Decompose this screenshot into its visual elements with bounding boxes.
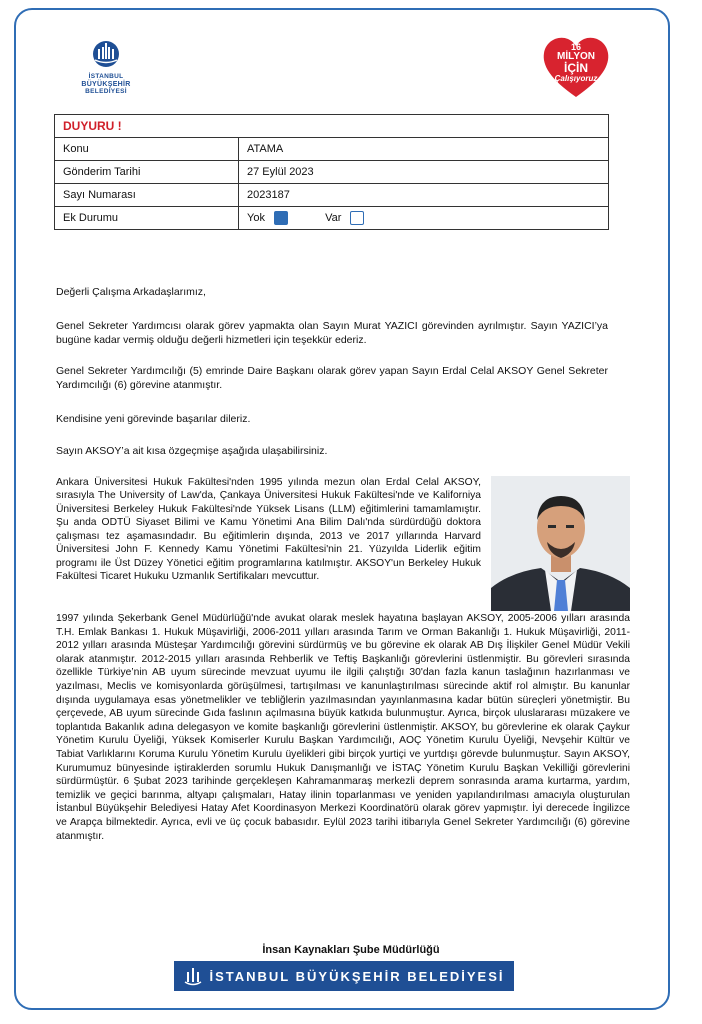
logo-line-1: İSTANBUL bbox=[88, 73, 124, 80]
badge-line-4: Çalışıyoruz bbox=[554, 74, 598, 83]
table-row bbox=[55, 184, 609, 207]
portrait-photo bbox=[491, 476, 630, 611]
table-row bbox=[55, 207, 609, 230]
row-key-subject: Konu bbox=[55, 138, 239, 161]
announcement-title: DUYURU ! bbox=[63, 119, 122, 133]
table-row bbox=[55, 161, 609, 184]
badge-line-2: MİLYON bbox=[557, 51, 595, 62]
ibb-emblem-icon bbox=[89, 38, 123, 68]
row-value-date: 27 Eylül 2023 bbox=[239, 161, 609, 184]
footer-banner bbox=[174, 961, 514, 991]
badge-line-1: 16 bbox=[570, 42, 581, 52]
attachment-yes-label: Var bbox=[325, 211, 342, 224]
greeting: Değerli Çalışma Arkadaşlarımız, bbox=[56, 286, 206, 298]
paragraph-cv-intro: Sayın AKSOY’a ait kısa özgeçmişe aşağıda ulaşabilirsiniz. bbox=[56, 445, 328, 457]
badge-line-3: İÇİN bbox=[564, 61, 588, 75]
row-value-attachment bbox=[239, 207, 609, 230]
row-key-attachment: Ek Durumu bbox=[55, 207, 239, 230]
row-value-number: 2023187 bbox=[239, 184, 609, 207]
paragraph-wishes: Kendisine yeni görevinde başarılar dileriz. bbox=[56, 413, 251, 425]
table-row bbox=[55, 138, 609, 161]
paragraph-appointment: Genel Sekreter Yardımcılığı (5) emrinde Daire Başkanı olarak görev yapan Sayın Erdal Celal AKSOY Genel Sekreter Yardımcılığı (6) görevine atanmıştır. bbox=[56, 365, 608, 391]
sixteen-million-badge bbox=[540, 33, 612, 101]
row-value-subject: ATAMA bbox=[239, 138, 609, 161]
ibb-emblem-icon bbox=[184, 966, 202, 986]
announcement-title-cell bbox=[55, 115, 609, 138]
paragraph-resignation: Genel Sekreter Yardımcısı olarak görev yapmakta olan Sayın Murat YAZICI görevinden ayrılmıştır. Sayın YAZICI’ya bugüne kadar vermiş olduğu değerli hizmetleri için teşekkür ederiz. bbox=[56, 320, 608, 346]
announcement-table bbox=[54, 114, 609, 230]
bio-education: Ankara Üniversitesi Hukuk Fakültesi'nden 1995 yılında mezun olan Erdal Celal AKSOY, sırasıyla The University of Law'da, Çankaya Üniversitesi Hukuk Fakültesi'nde ve Kaliforniya Üniversitesi Berkeley Hukuk Fakültesi'nde Yüksek Lisans (LLM) eğitimlerini tamamlamıştır. Şu anda ODTÜ Siyaset Bilimi ve Kamu Yönetimi Ana Bilim Dalı'nda sürdürdüğü doktora çalışması tez aşamasındadır. Bu eğitimlerin dışında, 2013 ve 2017 yıllarında Harvard Üniversitesi John F. Kennedy Kamu Yönetimi Fakültesi'nin 21. Yüzyılda Liderlik eğitim programı ile Üst Düzey Yönetici eğitim programlarına katılmıştır. AKSOY'un Berkeley Hukuk Fakültesi Ticaret Hukuku Uzmanlık Sertifikaları mevcuttur. bbox=[56, 477, 481, 583]
department-name: İnsan Kaynakları Şube Müdürlüğü bbox=[262, 944, 440, 956]
attachment-no-checkbox[interactable] bbox=[274, 211, 288, 225]
footer-org-name: İSTANBUL BÜYÜKŞEHİR BELEDİYESİ bbox=[209, 968, 505, 984]
bio-career: 1997 yılında Şekerbank Genel Müdürlüğü'nde avukat olarak meslek hayatına başlayan AKSOY, 2005-2006 yılları arasında T.H. Emlak Bankası 1. Hukuk Müşavirliği, 2006-2011 yılları arasında Tarım ve Orman Bakanlığı 1. Hukuk Müşavirliği, 2011-2012 yılları arasında Müsteşar Yardımcılığı görevini sürdürmüş ve bu görevine ek olarak AB Dış İlişkiler Genel Müdür Vekili olarak atanmıştır. 2012-2015 yılları arasında Rehberlik ve Teftiş Başkanlığı görevlerini üstlenmiştir. Bu görevleri sırasında özellikle Türkiye’nin AB uyum sürecinde mevzuat uyumu ile ilgili çalıştığı 30'dan fazla kanun taslağının hazırlanması ve yazılması, Meclis ve komisyonlarda görüşülmesi, tartışılması ve kanunlaştırılması sürecinde aktif rol almıştır. Bu kanunlar dışında uygulamaya esas yönetmelikler ve tebliğlerin yazılmasından yayınlanmasına kadar bütün süreçleri yönetmiştir. Bu çerçevede, AB uyum sürecinde Gıda faslının açılmasına büyük katkıda bulunmuştur. Ayrıca, birçok uluslararası müzakere ve toplantıda Bakanlık adına delegasyon ve komite başkanlığı görevlerini üstlenmiştir. AKSOY, bu görevlerine ek olarak Çaykur Yönetim Kurulu Üyeliği, Yüksek Komiserler Kurulu Başkan Yardımcılığı, AOÇ Yönetim Kurulu Üyeliği, Nevşehir Kültür ve Tabiat Varlıklarını Koruma Kurulu Yönetim Kurulu üyelikleri gibi birçok yurtiçi ve yurtdışı görevde bulunmuştur. Sayın AKSOY, Kurumumuz bünyesinde iştiraklerden sorumlu Hukuk Danışmanlığı ve İSTAÇ Yönetim Kurulu Başkan Vekilliği görevlerini sürdürmüştür. 6 Şubat 2023 tarihinde gerçekleşen Kahramanmaraş merkezli deprem sonrasında arama kurtarma, yardım, temizlik ve geçici barınma, altyapı çalışmaları, Hatay ilinin toparlanması ve yeniden yapılandırılması amacıyla oluşturulan İstanbul Büyükşehir Belediyesi Hatay Afet Koordinasyon Merkezi Koordinatörü olarak görev yapmıştır. İyi derecede İngilizce ve Arapça bilmektedir. Ayrıca, evli ve üç çocuk babasıdır. Eylül 2023 tarihi itibarıyla Genel Sekreter Yardımcılığı (6) görevine atanmıştır. bbox=[56, 613, 630, 842]
logo-line-2: BÜYÜKŞEHİR bbox=[81, 80, 131, 88]
row-key-date: Gönderim Tarihi bbox=[55, 161, 239, 184]
attachment-yes-checkbox[interactable] bbox=[350, 211, 364, 225]
row-key-number: Sayı Numarası bbox=[55, 184, 239, 207]
logo-line-3: BELEDİYESİ bbox=[85, 88, 127, 95]
ibb-logo bbox=[78, 38, 134, 96]
attachment-no-label: Yok bbox=[247, 211, 265, 224]
